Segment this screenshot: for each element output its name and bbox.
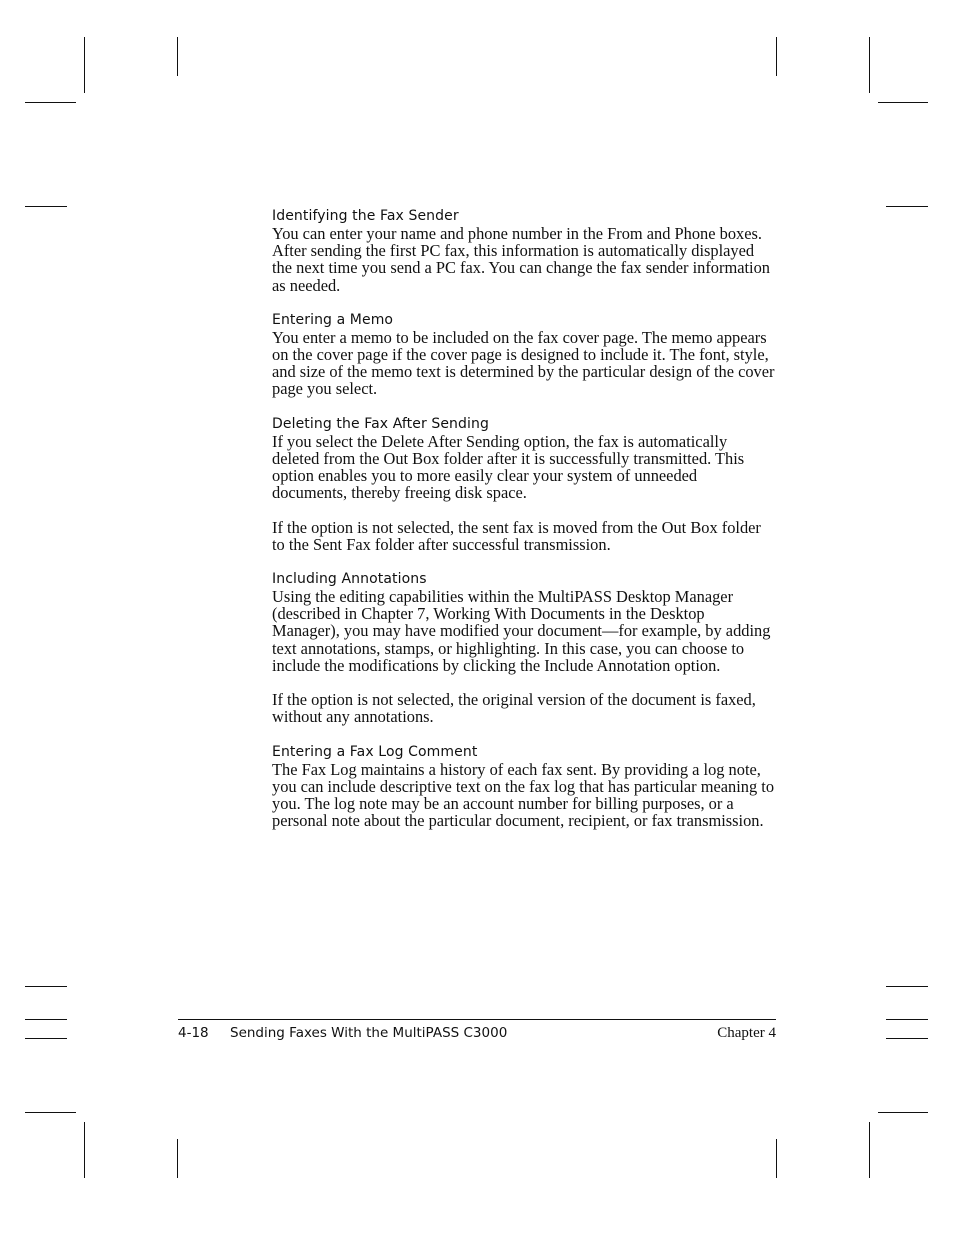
section-paragraph: You can enter your name and phone number in the From and Phone boxes. After sending the first PC fax, this information is automatically displayed the next time you send a PC fax. You can change the fax sender information as needed. xyxy=(272,224,770,295)
section-annotations xyxy=(272,570,776,726)
footer-title: Sending Faxes With the MultiPASS C3000 xyxy=(230,1025,508,1041)
section-paragraph: If the option is not selected, the sent fax is moved from the Out Box folder to the Sent Fax folder after successful transmission. xyxy=(272,517,761,554)
footer-chapter: Chapter 4 xyxy=(717,1025,776,1041)
crop-mark xyxy=(84,37,85,93)
crop-mark xyxy=(177,37,178,76)
crop-mark xyxy=(776,37,777,76)
crop-mark xyxy=(886,1019,928,1020)
crop-mark xyxy=(25,1038,67,1039)
section-heading: Entering a Fax Log Comment xyxy=(272,743,478,760)
section-paragraph: If you select the Delete After Sending option, the fax is automatically deleted from the Out Box folder after it is successfully transmitted. This option enables you to more easily clear your system of unneeded documents, thereby freeing disk space. xyxy=(272,431,745,503)
footer-page-number: 4-18 xyxy=(178,1025,209,1041)
section-fax-log-comment xyxy=(272,743,776,830)
crop-mark xyxy=(25,102,76,103)
page-body xyxy=(272,207,776,846)
crop-mark xyxy=(25,1112,76,1113)
section-heading: Including Annotations xyxy=(272,571,427,588)
crop-mark xyxy=(84,1122,85,1178)
crop-mark xyxy=(25,206,67,207)
crop-mark xyxy=(869,1122,870,1178)
crop-mark xyxy=(886,1038,928,1039)
crop-mark xyxy=(25,986,67,987)
section-paragraph: You enter a memo to be included on the fax cover page. The memo appears on the cover page if the cover page is designed to include it. The font, style, and size of the memo text is determined by the particular design of the cover page you select. xyxy=(272,327,775,399)
section-memo xyxy=(272,311,776,398)
section-paragraph: Using the editing capabilities within the MultiPASS Desktop Manager (described in Chapter 7, Working With Documents in the Desktop Manager), you may have modified your document—for example, by adding text annotations, stamps, or highlighting. In this case, you can choose to include the modifications by clicking the Include Annotation option. xyxy=(272,587,771,675)
section-heading: Identifying the Fax Sender xyxy=(272,208,459,224)
crop-mark xyxy=(869,37,870,93)
footer-rule xyxy=(178,1019,776,1020)
section-heading: Deleting the Fax After Sending xyxy=(272,415,489,432)
section-paragraph: The Fax Log maintains a history of each fax sent. By providing a log note, you can include descriptive text on the fax log that has particular meaning to you. The log note may be an account number for billing purposes, or a personal note about the particular document, recipient, or fax transmission. xyxy=(272,759,775,831)
section-delete-after-sending xyxy=(272,415,776,553)
section-paragraph: If the option is not selected, the original version of the document is faxed, without any annotations. xyxy=(272,690,756,727)
section-fax-sender xyxy=(272,207,776,294)
crop-mark xyxy=(878,1112,928,1113)
crop-mark xyxy=(886,206,928,207)
crop-mark xyxy=(177,1139,178,1178)
crop-mark xyxy=(878,102,928,103)
crop-mark xyxy=(886,986,928,987)
crop-mark xyxy=(25,1019,67,1020)
page-footer xyxy=(178,1024,776,1044)
section-heading: Entering a Memo xyxy=(272,311,394,328)
crop-mark xyxy=(776,1139,777,1178)
